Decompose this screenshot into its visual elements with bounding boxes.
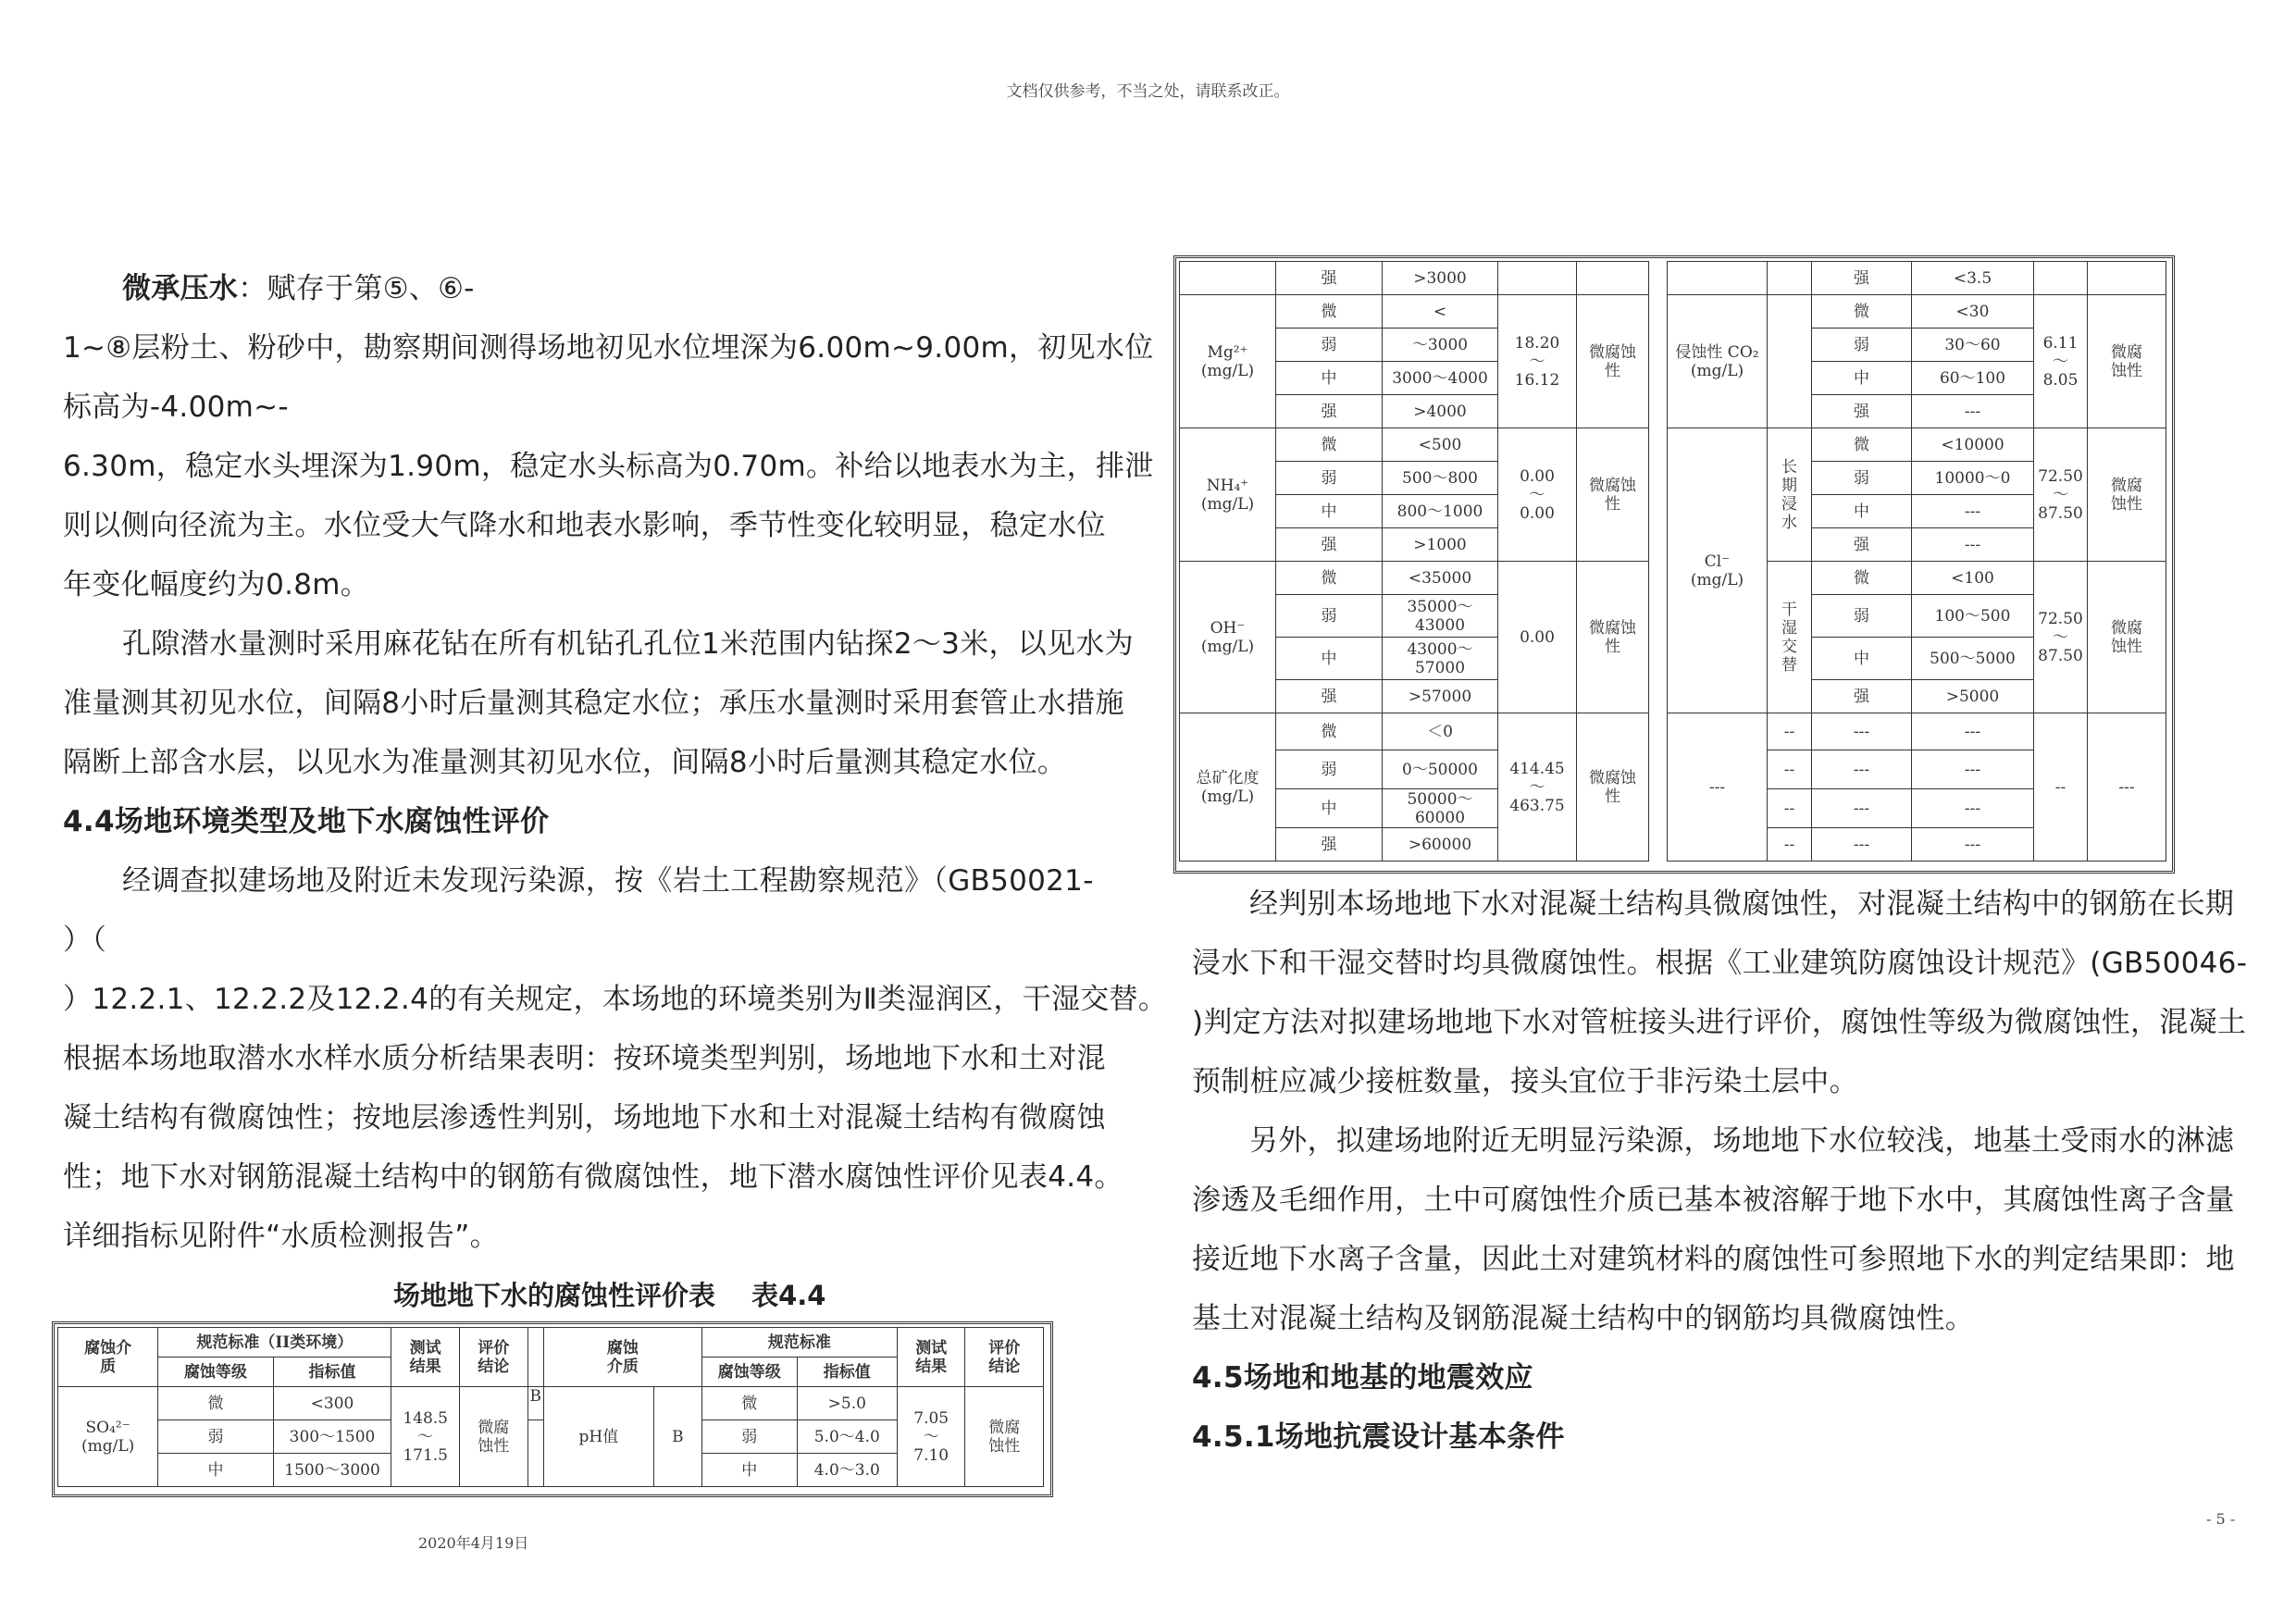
section-heading: 4.4场地环境类型及地下水腐蚀性评价 <box>63 805 550 838</box>
result-a: 72.50 <box>2038 609 2083 628</box>
result-c: 171.5 <box>403 1445 448 1465</box>
t2-index: >57000 <box>1383 680 1498 713</box>
paragraph-line: 准量测其初见水位，间隔8小时后量测其稳定水位；承压水量测时采用套管止水措施 <box>63 687 1124 720</box>
t2-index: 0～50000 <box>1383 750 1498 789</box>
table1-header-medium2: 腐蚀介质 <box>543 1328 701 1387</box>
t2-dry-label: 干湿交替 <box>1768 562 1812 713</box>
t2-index: <30 <box>1912 295 2034 329</box>
t2-index: 10000～0 <box>1912 462 2034 495</box>
term-bold: 微承压水 <box>122 272 239 305</box>
t2-grade: 中 <box>1276 362 1383 395</box>
t2-dash: --- <box>1912 713 2034 750</box>
t2-grade: 强 <box>1276 680 1383 713</box>
result-a: 6.11 <box>2042 333 2079 353</box>
t2-grade: 强 <box>1812 262 1912 295</box>
t2-nh4-label <box>1180 428 1276 562</box>
t2-grade: 微 <box>1276 428 1383 462</box>
mg-label: Mg²⁺ <box>1207 342 1248 362</box>
table1-index: 300～1500 <box>273 1420 391 1454</box>
table1-grade: 中 <box>158 1454 273 1487</box>
footer-date: 2020年4月19日 <box>418 1534 529 1552</box>
t2-index: <100 <box>1912 562 2034 595</box>
table1-spacer <box>527 1420 543 1454</box>
header-note: 文档仅供参考，不当之处，请联系改正。 <box>1006 82 1290 101</box>
t2-empty <box>2088 262 2166 295</box>
table1-header-medium: 腐蚀介质 <box>58 1328 158 1387</box>
table1-grade: 弱 <box>158 1420 273 1454</box>
t2-grade: 强 <box>1276 262 1383 295</box>
table1-header-grade: 腐蚀等级 <box>158 1357 273 1387</box>
t2-tds-eval: 微腐蚀性 <box>1577 713 1649 862</box>
left-text-block <box>63 259 1168 1266</box>
t2-mg-result <box>1498 295 1577 428</box>
t2-nh4-result <box>1498 428 1577 562</box>
section-heading: 4.5场地和地基的地震效应 <box>1192 1361 1533 1395</box>
paragraph-line: 经判别本场地地下水对混凝土结构具微腐蚀性，对混凝土结构中的钢筋在长期 <box>1249 887 2235 921</box>
paragraph-line: 1~⑧层粉土、粉砂中，勘察期间测得场地初见水位埋深为6.00m~9.00m，初见水位 <box>63 331 1154 365</box>
t2-grade: 中 <box>1276 789 1383 828</box>
table1-header-index: 指标值 <box>273 1357 391 1387</box>
t2-cl-dry-result <box>2034 562 2088 713</box>
t2-oh-label <box>1180 562 1276 713</box>
paragraph-line <box>63 259 1118 318</box>
t2-index: 3000～4000 <box>1383 362 1498 395</box>
t2-index: --- <box>1912 495 2034 528</box>
t2-cl-dry-eval: 微腐蚀性 <box>2088 562 2166 713</box>
t2-grade: 弱 <box>1812 595 1912 638</box>
t2-index: <3.5 <box>1912 262 2034 295</box>
t2-empty <box>1668 262 1768 295</box>
section-heading: 4.5.1场地抗震设计基本条件 <box>1192 1420 1565 1454</box>
t2-co2-result <box>2034 295 2088 428</box>
paragraph-line: 另外，拟建场地附近无明显污染源，场地地下水位较浅，地基土受雨水的淋滤 <box>1249 1124 2235 1158</box>
table1-index: 1500～3000 <box>273 1454 391 1487</box>
t2-dash: --- <box>1668 713 1768 862</box>
so4-label: SO₄²⁻ <box>85 1418 130 1437</box>
paragraph-line: 经调查拟建场地及附近未发现污染源，按《岩土工程勘察规范》（GB50021- <box>122 864 1094 898</box>
t2-dash: --- <box>1912 789 2034 828</box>
t2-index: >60000 <box>1383 828 1498 862</box>
table1-index: 5.0～4.0 <box>797 1420 897 1454</box>
paragraph-line: 凝土结构有微腐蚀性；按地层渗透性判别，场地地下水和土对混凝土结构有微腐蚀 <box>63 1101 1106 1134</box>
t2-grade: 微 <box>1812 428 1912 462</box>
result-c: 0.00 <box>1520 503 1555 523</box>
result-b: ～ <box>1529 352 1545 371</box>
t2-co2-eval: 微腐蚀性 <box>2088 295 2166 428</box>
t2-grade: 强 <box>1276 528 1383 562</box>
result-b: ～ <box>2053 485 2068 504</box>
result-b: ～ <box>1529 485 1545 504</box>
t2-index: 500～5000 <box>1912 638 2034 680</box>
t2-index: >3000 <box>1383 262 1498 295</box>
t2-index: ＜0 <box>1383 713 1498 750</box>
table2 <box>1179 261 2166 862</box>
result-b: ～ <box>2053 352 2068 371</box>
paragraph-text: ：赋存于第⑤、⑥- <box>238 272 475 305</box>
unit-label: (mg/L) <box>1690 570 1744 589</box>
t2-dash: -- <box>2034 713 2088 862</box>
table1-header-result2: 测试结果 <box>897 1328 965 1387</box>
paragraph-line: 基土对混凝土结构及钢筋混凝土结构中的钢筋均具微腐蚀性。 <box>1192 1302 1975 1335</box>
t2-index: --- <box>1912 528 2034 562</box>
t2-index: --- <box>1912 395 2034 428</box>
result-c: 87.50 <box>2038 503 2083 523</box>
t2-cl-label <box>1668 428 1768 713</box>
paragraph-line: 隔断上部含水层，以见水为准量测其初见水位，间隔8小时后量测其稳定水位。 <box>63 746 1067 779</box>
result-a: 414.45 <box>1509 759 1565 778</box>
table1-ph-label: pH值 <box>543 1387 653 1487</box>
paragraph-line: 浸水下和干湿交替时均具微腐蚀性。根据《工业建筑防腐蚀设计规范》(GB50046- <box>1192 947 2248 980</box>
t2-index: 35000～43000 <box>1383 595 1498 638</box>
paragraph-line: ）（ <box>63 924 107 957</box>
result-b: ～ <box>417 1427 434 1446</box>
t2-index: 500～800 <box>1383 462 1498 495</box>
t2-empty <box>1577 262 1649 295</box>
t2-grade: 弱 <box>1276 329 1383 362</box>
t2-divider <box>1649 262 1668 862</box>
t2-dash: --- <box>1812 750 1912 789</box>
paragraph-line: )判定方法对拟建场地地下水对管桩接头进行评价，腐蚀性等级为微腐蚀性，混凝土 <box>1192 1006 2247 1039</box>
t2-index: ～3000 <box>1383 329 1498 362</box>
t2-dash: -- <box>1768 713 1812 750</box>
t2-grade: 微 <box>1276 295 1383 329</box>
unit-label: (mg/L) <box>1200 494 1255 514</box>
t2-index: <35000 <box>1383 562 1498 595</box>
t2-index: >5000 <box>1912 680 2034 713</box>
table1-spacer <box>527 1328 543 1387</box>
t2-grade: 微 <box>1812 295 1912 329</box>
paragraph-line: 详细指标见附件“水质检测报告”。 <box>63 1220 499 1253</box>
t2-empty <box>2034 262 2088 295</box>
table1-header-grade2: 腐蚀等级 <box>701 1357 797 1387</box>
t2-dash: --- <box>1812 828 1912 862</box>
t2-grade: 微 <box>1276 562 1383 595</box>
table1-so4-cell <box>58 1387 158 1487</box>
t2-index: 800～1000 <box>1383 495 1498 528</box>
table1-b-mark: B <box>527 1387 543 1420</box>
result-a: 7.05 <box>913 1408 949 1428</box>
paragraph-line: 性；地下水对钢筋混凝土结构中的钢筋有微腐蚀性，地下潜水腐蚀性评价见表4.4。 <box>63 1160 1123 1194</box>
t2-grade: 强 <box>1812 395 1912 428</box>
t2-grade: 弱 <box>1812 329 1912 362</box>
t2-grade: 弱 <box>1276 462 1383 495</box>
t2-index: 100～500 <box>1912 595 2034 638</box>
table1-index: 4.0～3.0 <box>797 1454 897 1487</box>
t2-grade: 强 <box>1276 828 1383 862</box>
table1-header-std2: 规范标准 <box>701 1328 897 1357</box>
table1-grade: 微 <box>158 1387 273 1420</box>
paragraph-line: 标高为-4.00m~- <box>63 391 289 424</box>
t2-cl-long-eval: 微腐蚀性 <box>2088 428 2166 562</box>
t2-dash: --- <box>2088 713 2166 862</box>
t2-index: >4000 <box>1383 395 1498 428</box>
t2-grade: 中 <box>1276 638 1383 680</box>
co2-label: 侵蚀性 CO₂ <box>1675 342 1759 362</box>
cl-label: Cl⁻ <box>1704 552 1731 571</box>
nh4-label: NH₄⁺ <box>1206 476 1249 495</box>
unit-label: (mg/L) <box>1200 637 1255 656</box>
t2-co2-label <box>1668 295 1768 428</box>
table1-grade: 微 <box>701 1387 797 1420</box>
table1-b-mark2: B <box>653 1387 701 1487</box>
t2-grade: 中 <box>1812 495 1912 528</box>
table1-spacer <box>527 1454 543 1487</box>
paragraph-line: 则以侧向径流为主。水位受大气降水和地表水影响，季节性变化较明显，稳定水位 <box>63 509 1106 542</box>
result-b: ～ <box>1529 777 1545 797</box>
t2-empty <box>1498 262 1577 295</box>
result-c: 8.05 <box>2042 370 2079 390</box>
result-b: ～ <box>2053 627 2068 647</box>
t2-empty <box>1768 262 1812 295</box>
t2-mg-label <box>1180 295 1276 428</box>
tds-label: 总矿化度 <box>1196 768 1260 787</box>
result-a: 148.5 <box>403 1408 448 1428</box>
paragraph-line: 预制桩应减少接桩数量，接头宜位于非污染土层中。 <box>1192 1065 1858 1098</box>
result-c: 7.10 <box>913 1445 949 1465</box>
paragraph-line: 年变化幅度约为0.8m。 <box>63 568 370 601</box>
paragraph-line: 根据本场地取潜水水样水质分析结果表明：按环境类型判别，场地地下水和土对混 <box>63 1042 1106 1075</box>
so4-unit: (mg/L) <box>81 1436 135 1456</box>
t2-index: 43000～57000 <box>1383 638 1498 680</box>
t2-grade: 强 <box>1812 528 1912 562</box>
t2-mg-eval: 微腐蚀性 <box>1577 295 1649 428</box>
t2-dash: -- <box>1768 828 1812 862</box>
table1-so4-result <box>391 1387 460 1487</box>
t2-grade: 弱 <box>1812 462 1912 495</box>
t2-tds-result <box>1498 713 1577 862</box>
table1-header-eval: 评价结论 <box>459 1328 527 1387</box>
t2-empty <box>1180 262 1276 295</box>
paragraph-line: 渗透及毛细作用，土中可腐蚀性介质已基本被溶解于地下水中，其腐蚀性离子含量 <box>1192 1184 2235 1217</box>
t2-grade: 中 <box>1276 495 1383 528</box>
result-c: 16.12 <box>1514 370 1560 390</box>
t2-dash: --- <box>1912 750 2034 789</box>
table-caption: 场地地下水的腐蚀性评价表 表4.4 <box>393 1280 826 1311</box>
t2-tds-label <box>1180 713 1276 862</box>
table1-ph-result <box>897 1387 965 1487</box>
table1-grade: 弱 <box>701 1420 797 1454</box>
paragraph-line: 孔隙潜水量测时采用麻花钻在所有机钻孔孔位1米范围内钻探2～3米，以见水为 <box>122 627 1134 661</box>
table1 <box>57 1327 1044 1487</box>
t2-grade: 弱 <box>1276 750 1383 789</box>
page-number: - 5 - <box>2206 1510 2236 1528</box>
t2-cl-long-result <box>2034 428 2088 562</box>
result-a: 18.20 <box>1514 333 1560 353</box>
oh-label: OH⁻ <box>1210 618 1246 638</box>
t2-dash: --- <box>1812 789 1912 828</box>
t2-index: 60～100 <box>1912 362 2034 395</box>
paragraph-line: 接近地下水离子含量，因此土对建筑材料的腐蚀性可参照地下水的判定结果即：地 <box>1192 1243 2235 1276</box>
table1-ph-eval: 微腐蚀性 <box>965 1387 1044 1487</box>
t2-dash: -- <box>1768 750 1812 789</box>
t2-dash: -- <box>1768 789 1812 828</box>
unit-label: (mg/L) <box>1200 787 1255 806</box>
table1-header-index2: 指标值 <box>797 1357 897 1387</box>
table1-header-result: 测试结果 <box>391 1328 460 1387</box>
t2-grade: 弱 <box>1276 595 1383 638</box>
t2-index: <500 <box>1383 428 1498 462</box>
t2-grade: 微 <box>1276 713 1383 750</box>
t2-dash: --- <box>1812 713 1912 750</box>
table1-header-std: 规范标准（II类环境） <box>158 1328 391 1357</box>
table1-index: <300 <box>273 1387 391 1420</box>
unit-label: (mg/L) <box>1200 361 1255 380</box>
t2-oh-eval: 微腐蚀性 <box>1577 562 1649 713</box>
paragraph-line: ）12.2.1、12.2.2及12.2.4的有关规定，本场地的环境类别为Ⅱ类湿润区，干湿交替。 <box>63 983 1168 1016</box>
table1-index: >5.0 <box>797 1387 897 1420</box>
t2-index: 50000～60000 <box>1383 789 1498 828</box>
t2-nh4-eval: 微腐蚀性 <box>1577 428 1649 562</box>
t2-grade: 强 <box>1276 395 1383 428</box>
t2-oh-result: 0.00 <box>1498 562 1577 713</box>
t2-empty <box>1768 295 1812 428</box>
t2-index: 30～60 <box>1912 329 2034 362</box>
right-text-block <box>1192 874 2248 1467</box>
t2-grade: 强 <box>1812 680 1912 713</box>
table1-header-eval2: 评价结论 <box>965 1328 1044 1387</box>
result-b: ～ <box>923 1427 939 1446</box>
t2-grade: 中 <box>1812 362 1912 395</box>
table1-so4-eval: 微腐蚀性 <box>459 1387 527 1487</box>
t2-index: <10000 <box>1912 428 2034 462</box>
result-c: 87.50 <box>2038 646 2083 665</box>
t2-grade: 微 <box>1812 562 1912 595</box>
t2-long-label: 长期浸水 <box>1768 428 1812 562</box>
unit-label: (mg/L) <box>1690 361 1744 380</box>
result-a: 72.50 <box>2038 466 2083 486</box>
result-a: 0.00 <box>1520 466 1555 486</box>
paragraph-line: 6.30m，稳定水头埋深为1.90m，稳定水头标高为0.70m。补给以地表水为主，排泄 <box>63 450 1154 483</box>
t2-dash: --- <box>1912 828 2034 862</box>
t2-grade: 中 <box>1812 638 1912 680</box>
t2-index: < <box>1383 295 1498 329</box>
table1-grade: 中 <box>701 1454 797 1487</box>
t2-index: >1000 <box>1383 528 1498 562</box>
result-c: 463.75 <box>1509 796 1565 815</box>
